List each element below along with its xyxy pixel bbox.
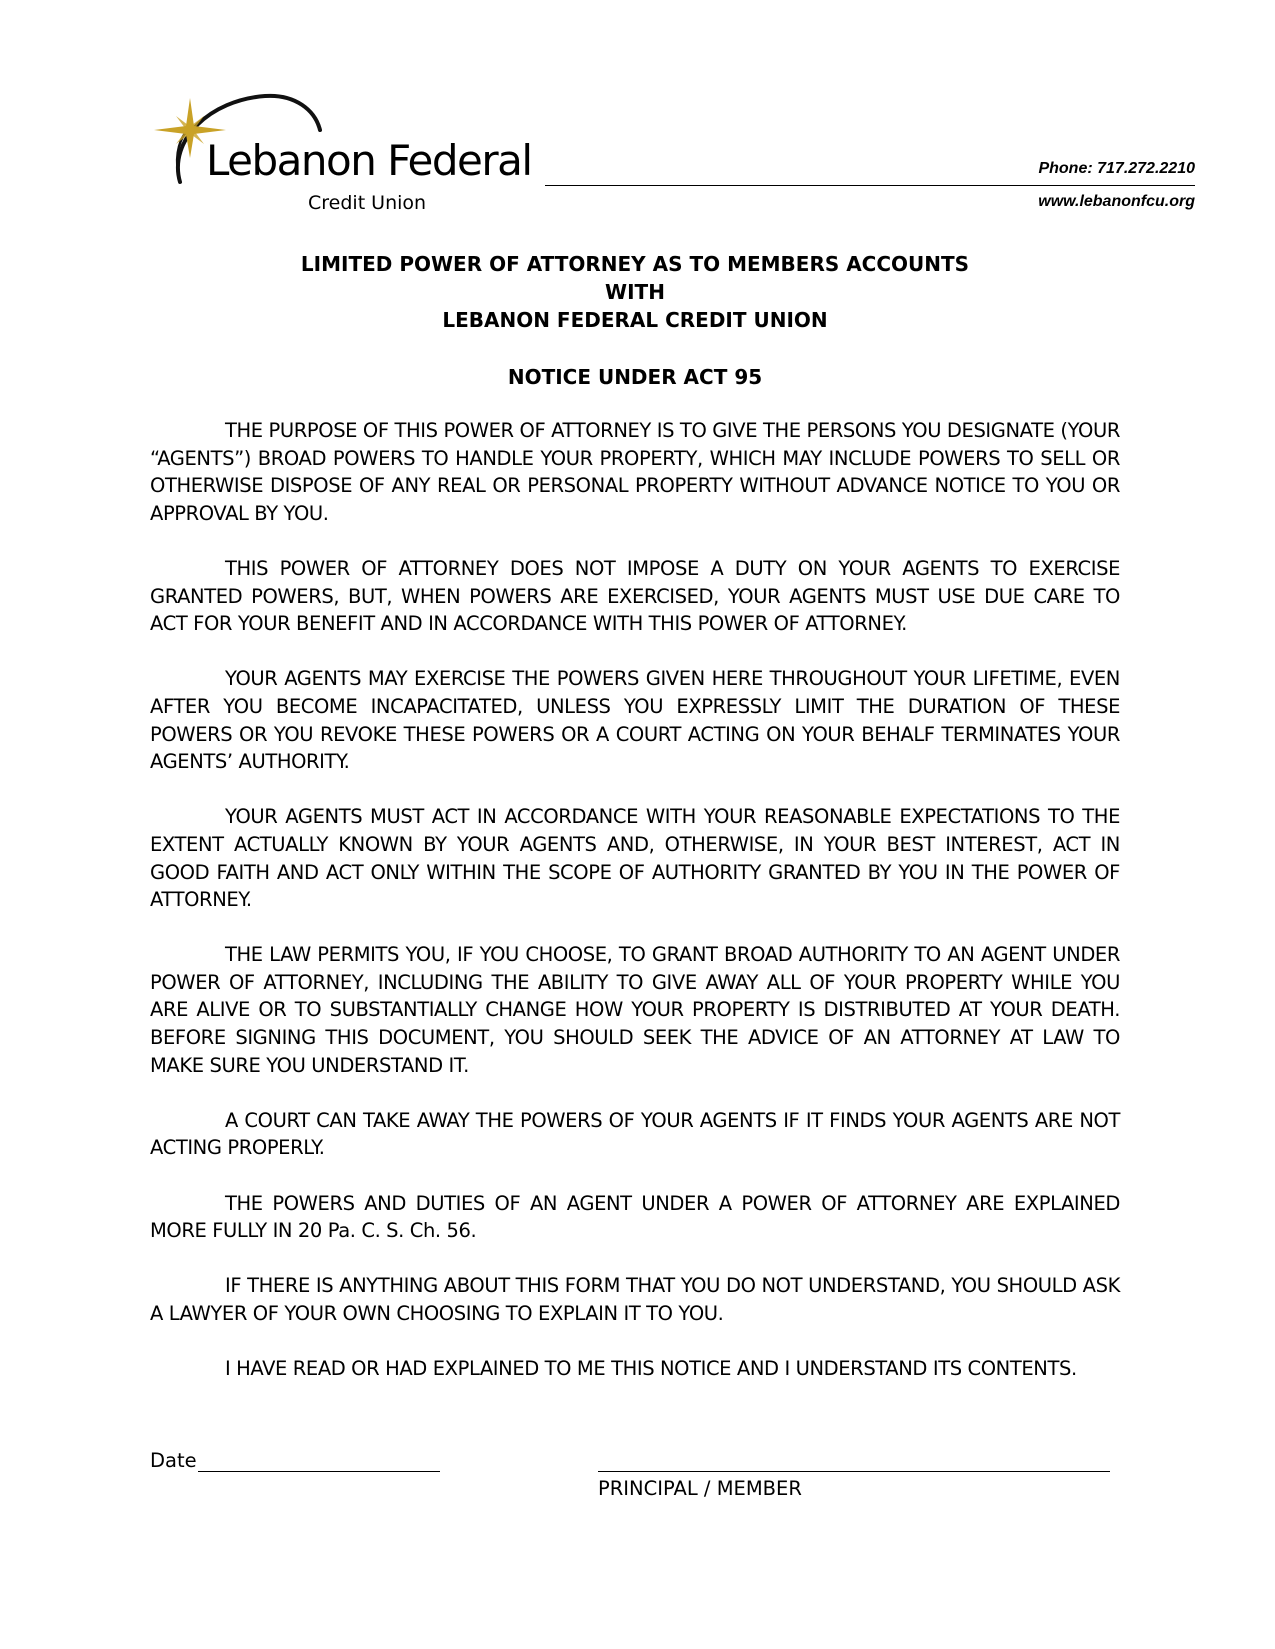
paragraph: THE POWERS AND DUTIES OF AN AGENT UNDER A POWER OF ATTORNEY ARE EXPLAINED MORE FULLY IN 20 Pa. C. S. Ch. 56. <box>150 1191 1120 1243</box>
document-title <box>150 250 1120 334</box>
website-link[interactable]: www.lebanonfcu.org <box>1038 193 1195 210</box>
title-line-2: WITH <box>605 280 665 304</box>
principal-label: PRINCIPAL / MEMBER <box>598 1477 802 1500</box>
paragraph: I HAVE READ OR HAD EXPLAINED TO ME THIS NOTICE AND I UNDERSTAND ITS CONTENTS. <box>225 1357 1077 1381</box>
signature-section <box>150 1447 1120 1507</box>
notice-heading: NOTICE UNDER ACT 95 <box>507 365 763 389</box>
paragraph: A COURT CAN TAKE AWAY THE POWERS OF YOUR AGENTS IF IT FINDS YOUR AGENTS ARE NOT ACTING PROPERLY. <box>150 1108 1120 1160</box>
paragraph: THE LAW PERMITS YOU, IF YOU CHOOSE, TO GRANT BROAD AUTHORITY TO AN AGENT UNDER POWER OF ATTORNEY, INCLUDING THE ABILITY TO GIVE AWAY ALL OF YOUR PROPERTY WHILE YOU ARE ALIVE OR TO SUBSTANTIALLY CHANGE HOW YOUR PROPERTY IS DISTRIBUTED AT YOUR DEATH. BEFORE SIGNING THIS DOCUMENT, YOU SHOULD SEEK THE ADVICE OF AN ATTORNEY AT LAW TO MAKE SURE YOU UNDERSTAND IT. <box>150 943 1120 1077</box>
date-field-line[interactable] <box>198 1471 440 1472</box>
principal-signature-line[interactable] <box>598 1471 1110 1472</box>
title-line-1: LIMITED POWER OF ATTORNEY AS TO MEMBERS ACCOUNTS <box>300 252 970 276</box>
phone-number: Phone: 717.272.2210 <box>1038 160 1195 177</box>
header-rule <box>545 185 1195 186</box>
paragraph: IF THERE IS ANYTHING ABOUT THIS FORM THAT YOU DO NOT UNDERSTAND, YOU SHOULD ASK A LAWYER OF YOUR OWN CHOOSING TO EXPLAIN IT TO YOU. <box>150 1274 1120 1325</box>
logo-name: Lebanon Federal <box>206 136 532 185</box>
date-label: Date <box>150 1449 197 1472</box>
notice-body <box>150 417 1120 1410</box>
paragraph: YOUR AGENTS MAY EXERCISE THE POWERS GIVEN HERE THROUGHOUT YOUR LIFETIME, EVEN AFTER YOU BECOME INCAPACITATED, UNLESS YOU EXPRESSLY LIMIT THE DURATION OF THESE POWERS OR YOU REVOKE THESE POWERS OR A COURT ACTING ON YOUR BEHALF TERMINATES YOUR AGENTS’ AUTHORITY. <box>150 667 1120 774</box>
paragraph: THIS POWER OF ATTORNEY DOES NOT IMPOSE A DUTY ON YOUR AGENTS TO EXERCISE GRANTED POWERS, BUT, WHEN POWERS ARE EXERCISED, YOUR AGENTS MUST USE DUE CARE TO ACT FOR YOUR BENEFIT AND IN ACCORDANCE WITH THIS POWER OF ATTORNEY. <box>150 556 1120 636</box>
logo-subtitle: Credit Union <box>308 192 427 214</box>
paragraph: THE PURPOSE OF THIS POWER OF ATTORNEY IS TO GIVE THE PERSONS YOU DESIGNATE (YOUR “AGENTS”) BROAD POWERS TO HANDLE YOUR PROPERTY, WHICH MAY INCLUDE POWERS TO SELL OR OTHERWISE DISPOSE OF ANY REAL OR PERSONAL PROPERTY WITHOUT ADVANCE NOTICE TO YOU OR APPROVAL BY YOU. <box>150 419 1120 525</box>
paragraph: YOUR AGENTS MUST ACT IN ACCORDANCE WITH YOUR REASONABLE EXPECTATIONS TO THE EXTENT ACTUALLY KNOWN BY YOUR AGENTS AND, OTHERWISE, IN YOUR BEST INTEREST, ACT IN GOOD FAITH AND ACT ONLY WITHIN THE SCOPE OF AUTHORITY GRANTED BY YOU IN THE POWER OF ATTORNEY. <box>150 805 1120 912</box>
title-line-3: LEBANON FEDERAL CREDIT UNION <box>442 308 828 332</box>
letterhead <box>150 90 1195 220</box>
